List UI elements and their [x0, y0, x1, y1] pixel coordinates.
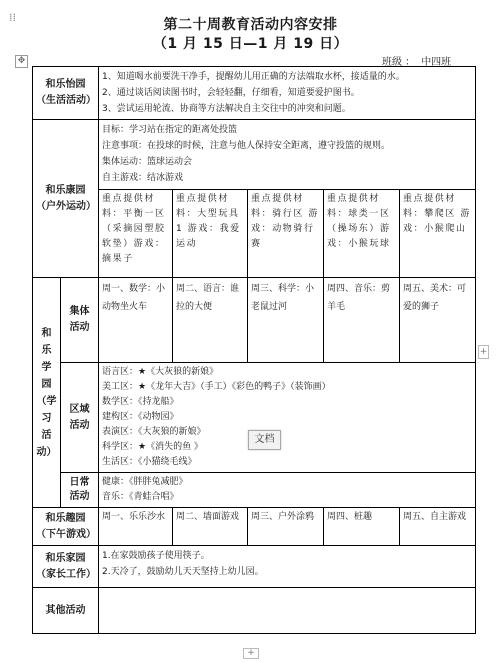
group-day-cell: 周二、语言：谁拉的大便 [173, 278, 248, 363]
add-row-plus-icon[interactable]: + [243, 648, 259, 659]
life-label: 和乐怡园 （生活活动） [33, 67, 99, 120]
group-activity-label: 集体 活动 [61, 278, 99, 363]
afternoon-label: 和乐趣园 （下午游戏） [33, 508, 99, 546]
afternoon-day-cell: 周一、乐乐沙水 [99, 508, 173, 546]
learning-daily-row [33, 473, 476, 508]
life-content [99, 67, 476, 120]
life-item: 2、通过谈话阅读图书时，会轻轻翻，仔细看，知道要爱护图书。 [102, 88, 360, 98]
outdoor-group: 集体运动：篮球运动会 [102, 157, 193, 167]
daily-item: 健康：《胖胖兔减肥》 [102, 477, 188, 487]
table-move-handle-icon[interactable]: ✥ [15, 55, 28, 68]
afternoon-day-cell: 周三、户外涂鸦 [248, 508, 324, 546]
outdoor-day-cell: 重点提供材料：平衡一区（采摘园塑胶软垫）游戏：摘果子 [99, 190, 173, 278]
group-day-cell: 周一、数学：小动物坐火车 [99, 278, 173, 363]
group-day-cell: 周三、科学：小老鼠过河 [248, 278, 324, 363]
family-item: 1.在家鼓励孩子使用筷子。 [102, 551, 210, 561]
outdoor-content [99, 120, 476, 190]
area-item: 语言区：★《大灰狼的新娘》 [102, 367, 219, 377]
area-item: 生活区：《小猫绕毛线》 [102, 457, 197, 467]
area-item: 建构区：《动物园》 [102, 412, 179, 422]
family-item: 2.天冷了，鼓励幼儿天天坚持上幼儿园。 [102, 567, 264, 577]
afternoon-day-cell: 周四、桩趣 [324, 508, 400, 546]
outdoor-free: 自主游戏：结冰游戏 [102, 173, 184, 183]
outdoor-row [33, 120, 476, 190]
area-item: 科学区：★《消失的鱼 》 [102, 442, 203, 452]
daily-activity-label: 日常 活动 [61, 473, 99, 508]
outdoor-day-cell: 重点提供材料：攀爬区 游戏：小猴爬山 [400, 190, 476, 278]
family-content [99, 546, 476, 588]
outdoor-goal: 目标：学习站在指定的距离处投篮 [102, 125, 238, 135]
group-day-cell: 周四、音乐：剪羊毛 [324, 278, 400, 363]
learning-group-row [33, 278, 476, 363]
area-activity-label: 区域 活动 [61, 363, 99, 473]
life-row [33, 67, 476, 120]
outdoor-day-cell: 重点提供材料：球类一区（操场东）游戏：小猴玩球 [324, 190, 400, 278]
other-row [33, 588, 476, 634]
outdoor-day-cell: 重点提供材料：骑行区 游戏：动物骑行赛 [248, 190, 324, 278]
class-label: 班级 ： [382, 57, 416, 68]
other-label: 其他活动 [33, 588, 99, 634]
other-content[interactable] [99, 588, 476, 634]
daily-item: 音乐：《青蛙合唱》 [102, 492, 179, 502]
add-column-plus-icon[interactable]: + [479, 347, 488, 357]
life-item: 1、知道喝水前要洗干净手，提醒幼儿用正确的方法端取水杯，接适量的水。 [102, 72, 405, 82]
document-date-range: （1 月 15 日—1 月 19 日） [152, 36, 349, 52]
area-item: 美工区：★《龙年大吉》（手工）《彩色的鸭子》（装饰画） [102, 382, 331, 392]
area-content [99, 363, 476, 473]
afternoon-day-cell: 周二、墙面游戏 [173, 508, 248, 546]
document-float-button[interactable]: 文档 [248, 430, 281, 450]
schedule-table [32, 66, 476, 634]
family-row [33, 546, 476, 588]
life-item: 3、尝试运用轮流、协商等方法解决自主交往中的冲突和问题。 [102, 104, 351, 114]
outdoor-label: 和乐康园 （户外运动） [33, 120, 99, 278]
area-item: 数学区：《持龙船》 [102, 397, 179, 407]
document-title: 第二十周教育活动内容安排 [163, 17, 338, 33]
area-item: 表演区：《大灰狼的新娘》 [102, 427, 206, 437]
outdoor-days-row [33, 190, 476, 278]
family-label: 和乐家园 （家长工作） [33, 546, 99, 588]
afternoon-day-cell: 周五、自主游戏 [400, 508, 476, 546]
group-day-cell: 周五、美术：可爱的狮子 [400, 278, 476, 363]
learning-area-row [33, 363, 476, 473]
class-value: 中四班 [421, 57, 452, 68]
daily-content [99, 473, 476, 508]
afternoon-row [33, 508, 476, 546]
learning-label: 和 乐 学 园 （学 习 活 动） [33, 278, 61, 508]
page-grip-icon[interactable]: ⁞⁞ [9, 11, 16, 24]
outdoor-notice: 注意事项：在投球的时候，注意与他人保持安全距离，遵守投篮的规则。 [102, 141, 391, 151]
outdoor-day-cell: 重点提供材料：大型玩具 1 游戏：我爱运动 [173, 190, 248, 278]
